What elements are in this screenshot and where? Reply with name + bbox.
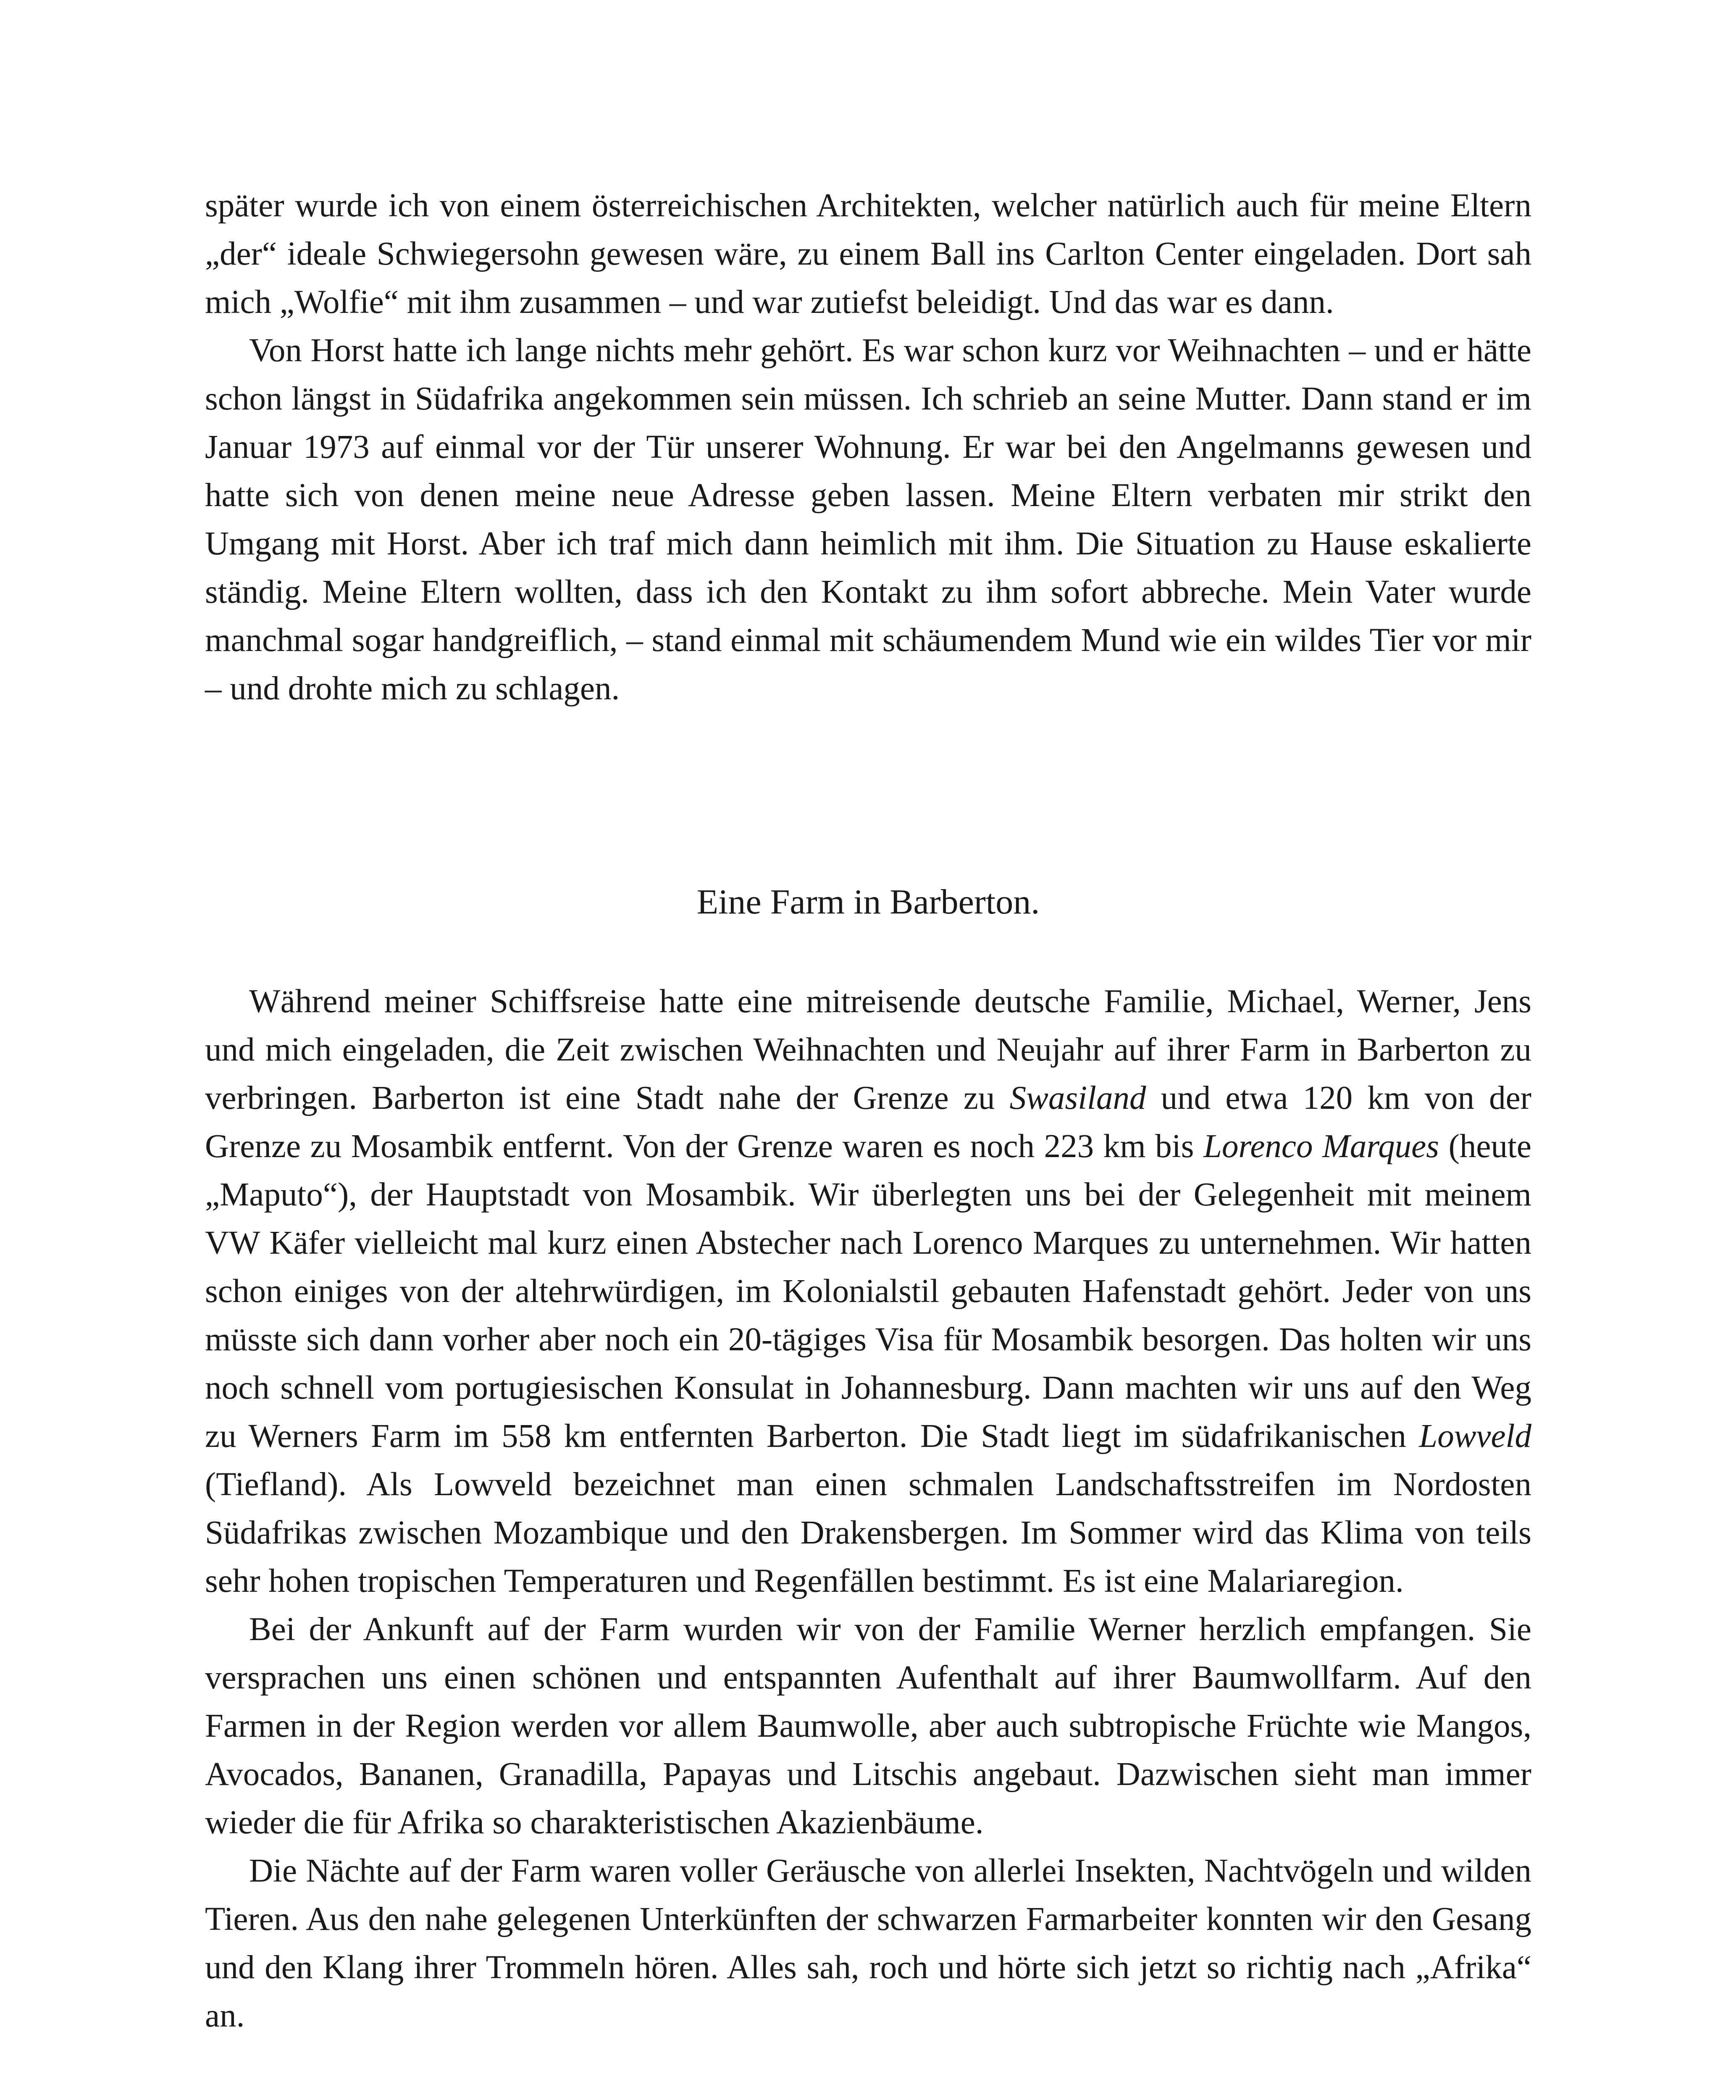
- paragraph-continuation: später wurde ich von einem österreichischen Architekten, welcher natürlich auch für meine Eltern „der“ ideale Schwiegersohn gewesen wäre, zu einem Ball ins Carlton Center eingeladen. Dort sah mich „Wolfie“ mit ihm zusammen – und war zutiefst beleidigt. Und das war es dann.: [205, 187, 1531, 320]
- paragraph-ship-journey: [205, 977, 1531, 1605]
- text-run: (heute „Maputo“), der Hauptstadt von Mosambik. Wir überlegten uns bei der Gelegenheit mit meinem VW Käfer vielleicht mal kurz einen Abstecher nach Lorenco Marques zu unternehmen. Wir hatten schon einiges von der altehrwürdigen, im Kolonialstil gebauten Hafenstadt gehört. Jeder von uns müsste sich dann vorher aber noch ein 20-tägiges Visa für Mosambik besorgen. Das holten wir uns noch schnell vom portugiesischen Konsulat in Johannesburg. Dann machten wir uns auf den Weg zu Werners Farm im 558 km entfernten Barberton. Die Stadt liegt im südafrikanischen: [205, 1128, 1531, 1454]
- chapter-heading: Eine Farm in Barberton.: [696, 882, 1040, 921]
- paragraph-horst: Von Horst hatte ich lange nichts mehr gehört. Es war schon kurz vor Weihnachten – und er hätte schon längst in Südafrika angekommen sein müssen. Ich schrieb an seine Mutter. Dann stand er im Januar 1973 auf einmal vor der Tür unserer Wohnung. Er war bei den Angelmanns gewesen und hatte sich von denen meine neue Adresse geben lassen. Meine Eltern verbaten mir strikt den Umgang mit Horst. Aber ich traf mich dann heimlich mit ihm. Die Situation zu Hause eskalierte ständig. Meine Eltern wollten, dass ich den Kontakt zu ihm sofort abbreche. Mein Vater wurde manchmal sogar handgreiflich, – stand einmal mit schäumendem Mund wie ein wildes Tier vor mir – und drohte mich zu schlagen.: [205, 332, 1531, 707]
- text-run: und etwa 120 km von der Grenze zu Mosambik entfernt. Von der Grenze waren es noch 223 km bis: [205, 1080, 1531, 1165]
- place-name-italic: Lorenco Marques: [1203, 1128, 1439, 1165]
- text-run: (Tiefland). Als Lowveld bezeichnet man einen schmalen Landschaftsstreifen im Nordosten Südafrikas zwischen Mozambique und den Drakensbergen. Im Sommer wird das Klima von teils sehr hohen tropischen Temperaturen und Regenfällen bestimmt. Es ist eine Malariaregion.: [205, 1466, 1531, 1599]
- body-text-top: [205, 181, 1531, 713]
- text-run: Während meiner Schiffsreise hatte eine mitreisende deutsche Familie, Michael, Werner, Jens und mich eingeladen, die Zeit zwischen Weihnachten und Neujahr auf ihrer Farm in Barberton zu verbringen. Barberton ist eine Stadt nahe der Grenze zu: [205, 983, 1531, 1116]
- place-name-italic: Lowveld: [1419, 1418, 1531, 1454]
- paragraph-nights: Die Nächte auf der Farm waren voller Geräusche von allerlei Insekten, Nachtvögeln und wilden Tieren. Aus den nahe gelegenen Unterkünften der schwarzen Farmarbeiter konnten wir den Gesang und den Klang ihrer Trommeln hören. Alles sah, roch und hörte sich jetzt so richtig nach „Afrika“ an.: [205, 1853, 1531, 2034]
- place-name-italic: Swasiland: [1009, 1080, 1146, 1116]
- body-text-bottom: [205, 977, 1531, 2040]
- paragraph-arrival: Bei der Ankunft auf der Farm wurden wir von der Familie Werner herzlich empfangen. Sie versprachen uns einen schönen und entspannten Aufenthalt auf ihrer Baumwollfarm. Auf den Farmen in der Region werden vor allem Baumwolle, aber auch subtropische Früchte wie Mangos, Avocados, Bananen, Granadilla, Papayas und Litschis angebaut. Dazwischen sieht man immer wieder die für Afrika so charakteristischen Akazienbäume.: [205, 1611, 1531, 1841]
